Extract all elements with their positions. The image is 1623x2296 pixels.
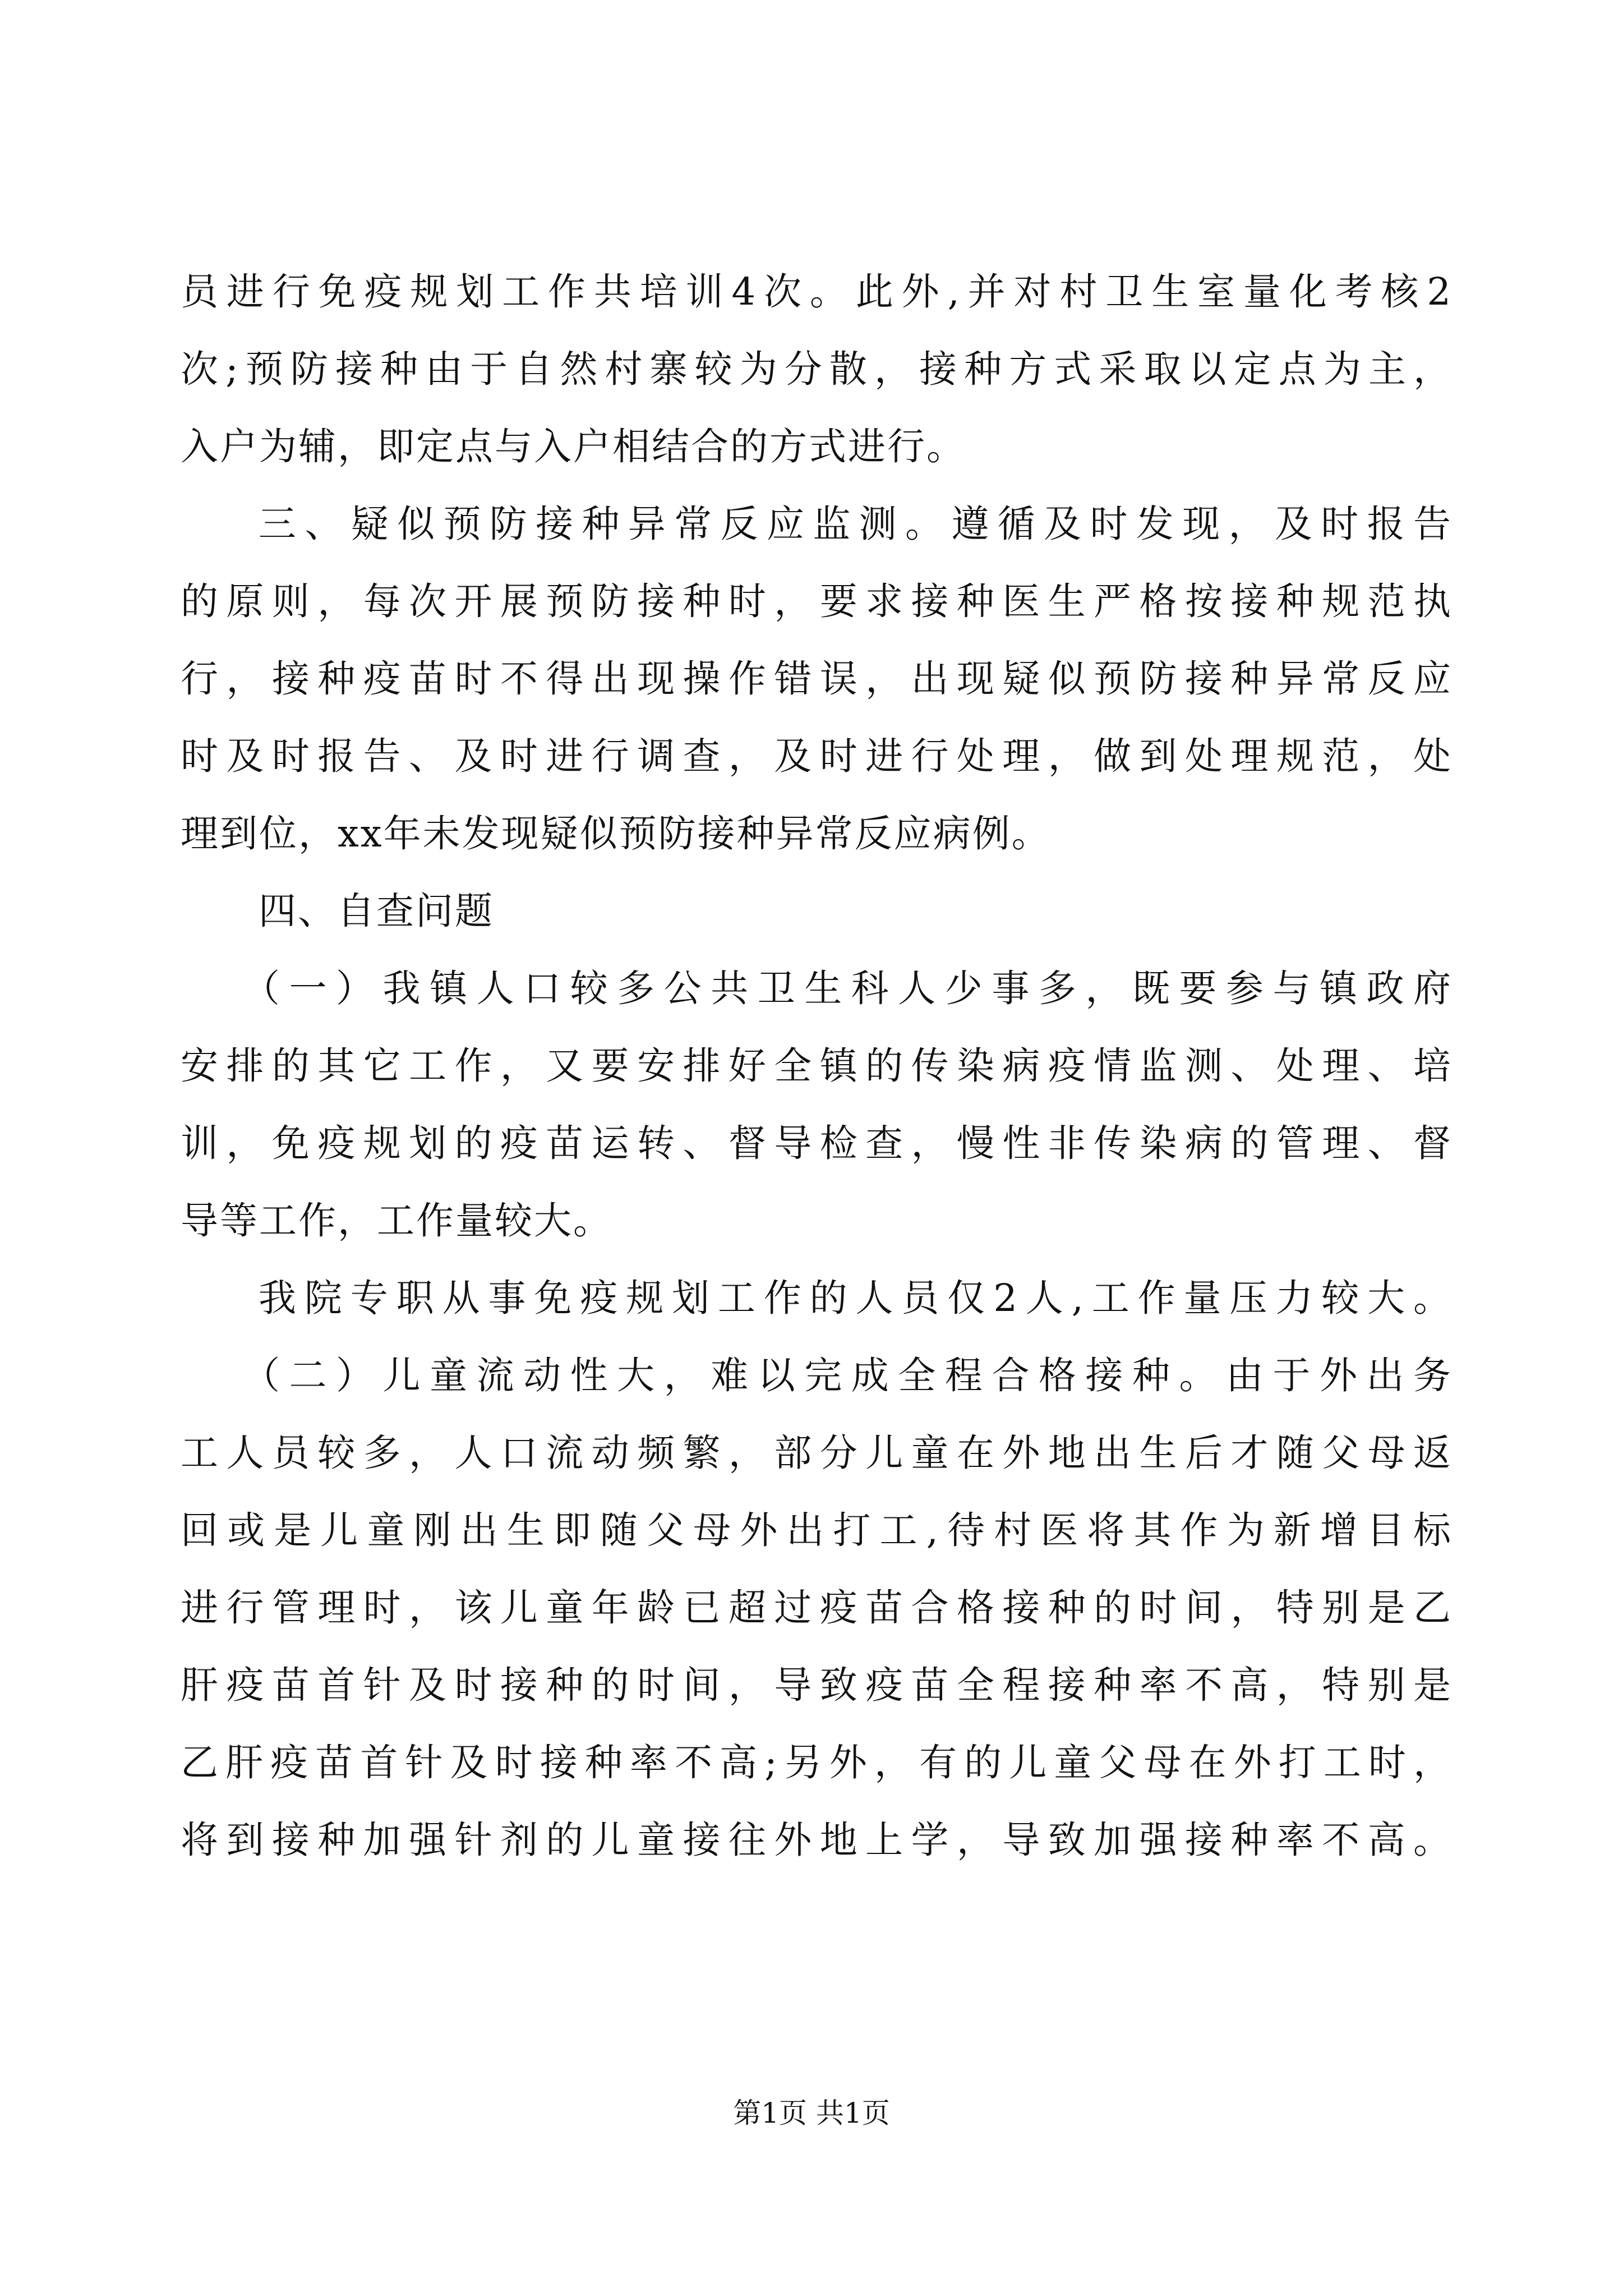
- text-line: 时及时报告、及时进行调查，及时进行处理，做到处理规范，处: [181, 734, 1453, 778]
- text-line: 训，免疫规划的疫苗运转、督导检查，慢性非传染病的管理、督: [181, 1121, 1453, 1165]
- page-number-footer: 第1页 共1页: [733, 2097, 890, 2129]
- text-line: 将到接种加强针剂的儿童接往外地上学，导致加强接种率不高。: [181, 1818, 1453, 1862]
- text-line: 回或是儿童刚出生即随父母外出打工,待村医将其作为新增目标: [181, 1508, 1453, 1552]
- text-line: 的原则，每次开展预防接种时，要求接种医生严格按接种规范执: [181, 579, 1453, 623]
- text-line: 安排的其它工作，又要安排好全镇的传染病疫情监测、处理、培: [181, 1044, 1453, 1088]
- text-line: 员进行免疫规划工作共培训4次。此外,并对村卫生室量化考核2: [181, 270, 1453, 314]
- text-line: （一）我镇人口较多公共卫生科人少事多，既要参与镇政府: [242, 967, 1453, 1010]
- text-line: 理到位，xx年未发现疑似预防接种异常反应病例。: [181, 812, 1051, 855]
- text-line: 行，接种疫苗时不得出现操作错误，出现疑似预防接种异常反应: [181, 657, 1453, 701]
- text-line: 我院专职从事免疫规划工作的人员仅2人,工作量压力较大。: [259, 1276, 1453, 1320]
- section-heading: 四、自查问题: [259, 889, 494, 933]
- text-line: 工人员较多，人口流动频繁，部分儿童在外地出生后才随父母返: [181, 1431, 1453, 1475]
- text-line: （二）儿童流动性大，难以完成全程合格接种。由于外出务: [242, 1354, 1453, 1397]
- text-line: 进行管理时，该儿童年龄已超过疫苗合格接种的时间，特别是乙: [181, 1586, 1453, 1630]
- text-line: 乙肝疫苗首针及时接种率不高;另外，有的儿童父母在外打工时，: [181, 1741, 1453, 1784]
- text-line: 导等工作，工作量较大。: [181, 1199, 612, 1243]
- text-line: 入户为辅，即定点与入户相结合的方式进行。: [181, 425, 966, 468]
- section-heading-line: 三、疑似预防接种异常反应监测。遵循及时发现，及时报告: [259, 502, 1453, 546]
- text-line: 次;预防接种由于自然村寨较为分散，接种方式采取以定点为主，: [181, 347, 1453, 391]
- text-line: 肝疫苗首针及时接种的时间，导致疫苗全程接种率不高，特别是: [181, 1663, 1453, 1707]
